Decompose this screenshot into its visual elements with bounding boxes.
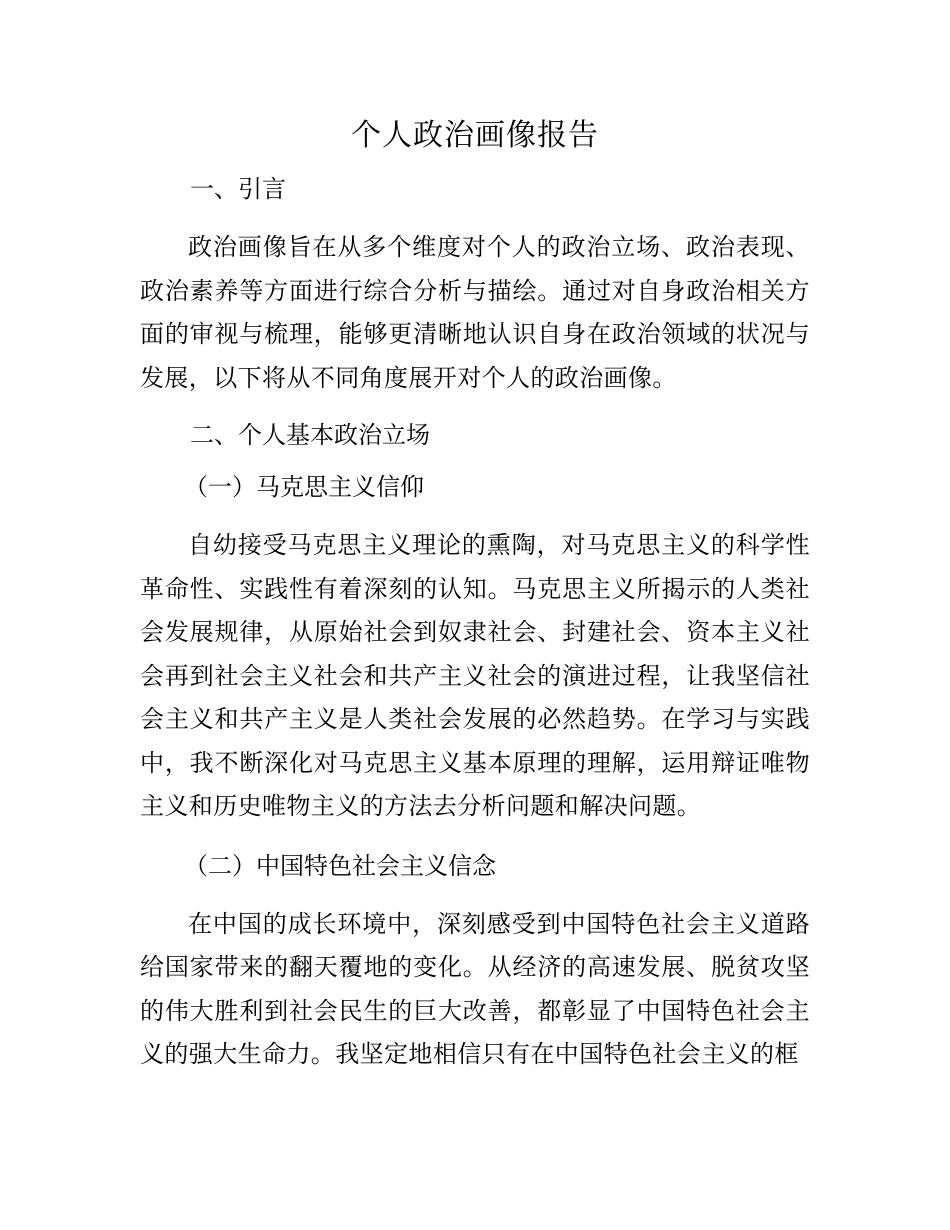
section-heading-political-stance: 二、个人基本政治立场 bbox=[190, 421, 430, 449]
section-heading-introduction: 一、引言 bbox=[190, 175, 286, 203]
subheading-marxism-belief: （一）马克思主义信仰 bbox=[184, 473, 424, 501]
subheading-socialism-belief: （二）中国特色社会主义信念 bbox=[184, 851, 496, 880]
marxism-paragraph: 自幼接受马克思主义理论的熏陶，对马克思主义的科学性革命性、实践性有着深刻的认知。马克思主义所揭示的人类社会发展规律，从原始社会到奴隶社会、封建社会、资本主义社会再到社会主义社会和共产主义社会的演进过程，让我坚信社会主义和共产主义是人类社会发展的必然趋势。在学习与实践中，我不断深化对马克思主义基本原理的理解，运用辩证唯物主义和历史唯物主义的方法去分析问题和解决问题。 bbox=[140, 531, 810, 820]
introduction-paragraph: 政治画像旨在从多个维度对个人的政治立场、政治表现、政治素养等方面进行综合分析与描绘。通过对自身政治相关方面的审视与梳理，能够更清晰地认识自身在政治领域的状况与发展，以下将从不同角度展开对个人的政治画像。 bbox=[140, 233, 810, 392]
socialism-paragraph: 在中国的成长环境中，深刻感受到中国特色社会主义道路给国家带来的翻天覆地的变化。从经济的高速发展、脱贫攻坚的伟大胜利到社会民生的巨大改善，都彰显了中国特色社会主义的强大生命力。我坚定地相信只有在中国特色社会主义的框 bbox=[140, 909, 810, 1068]
document-title: 个人政治画像报告 bbox=[351, 118, 599, 153]
